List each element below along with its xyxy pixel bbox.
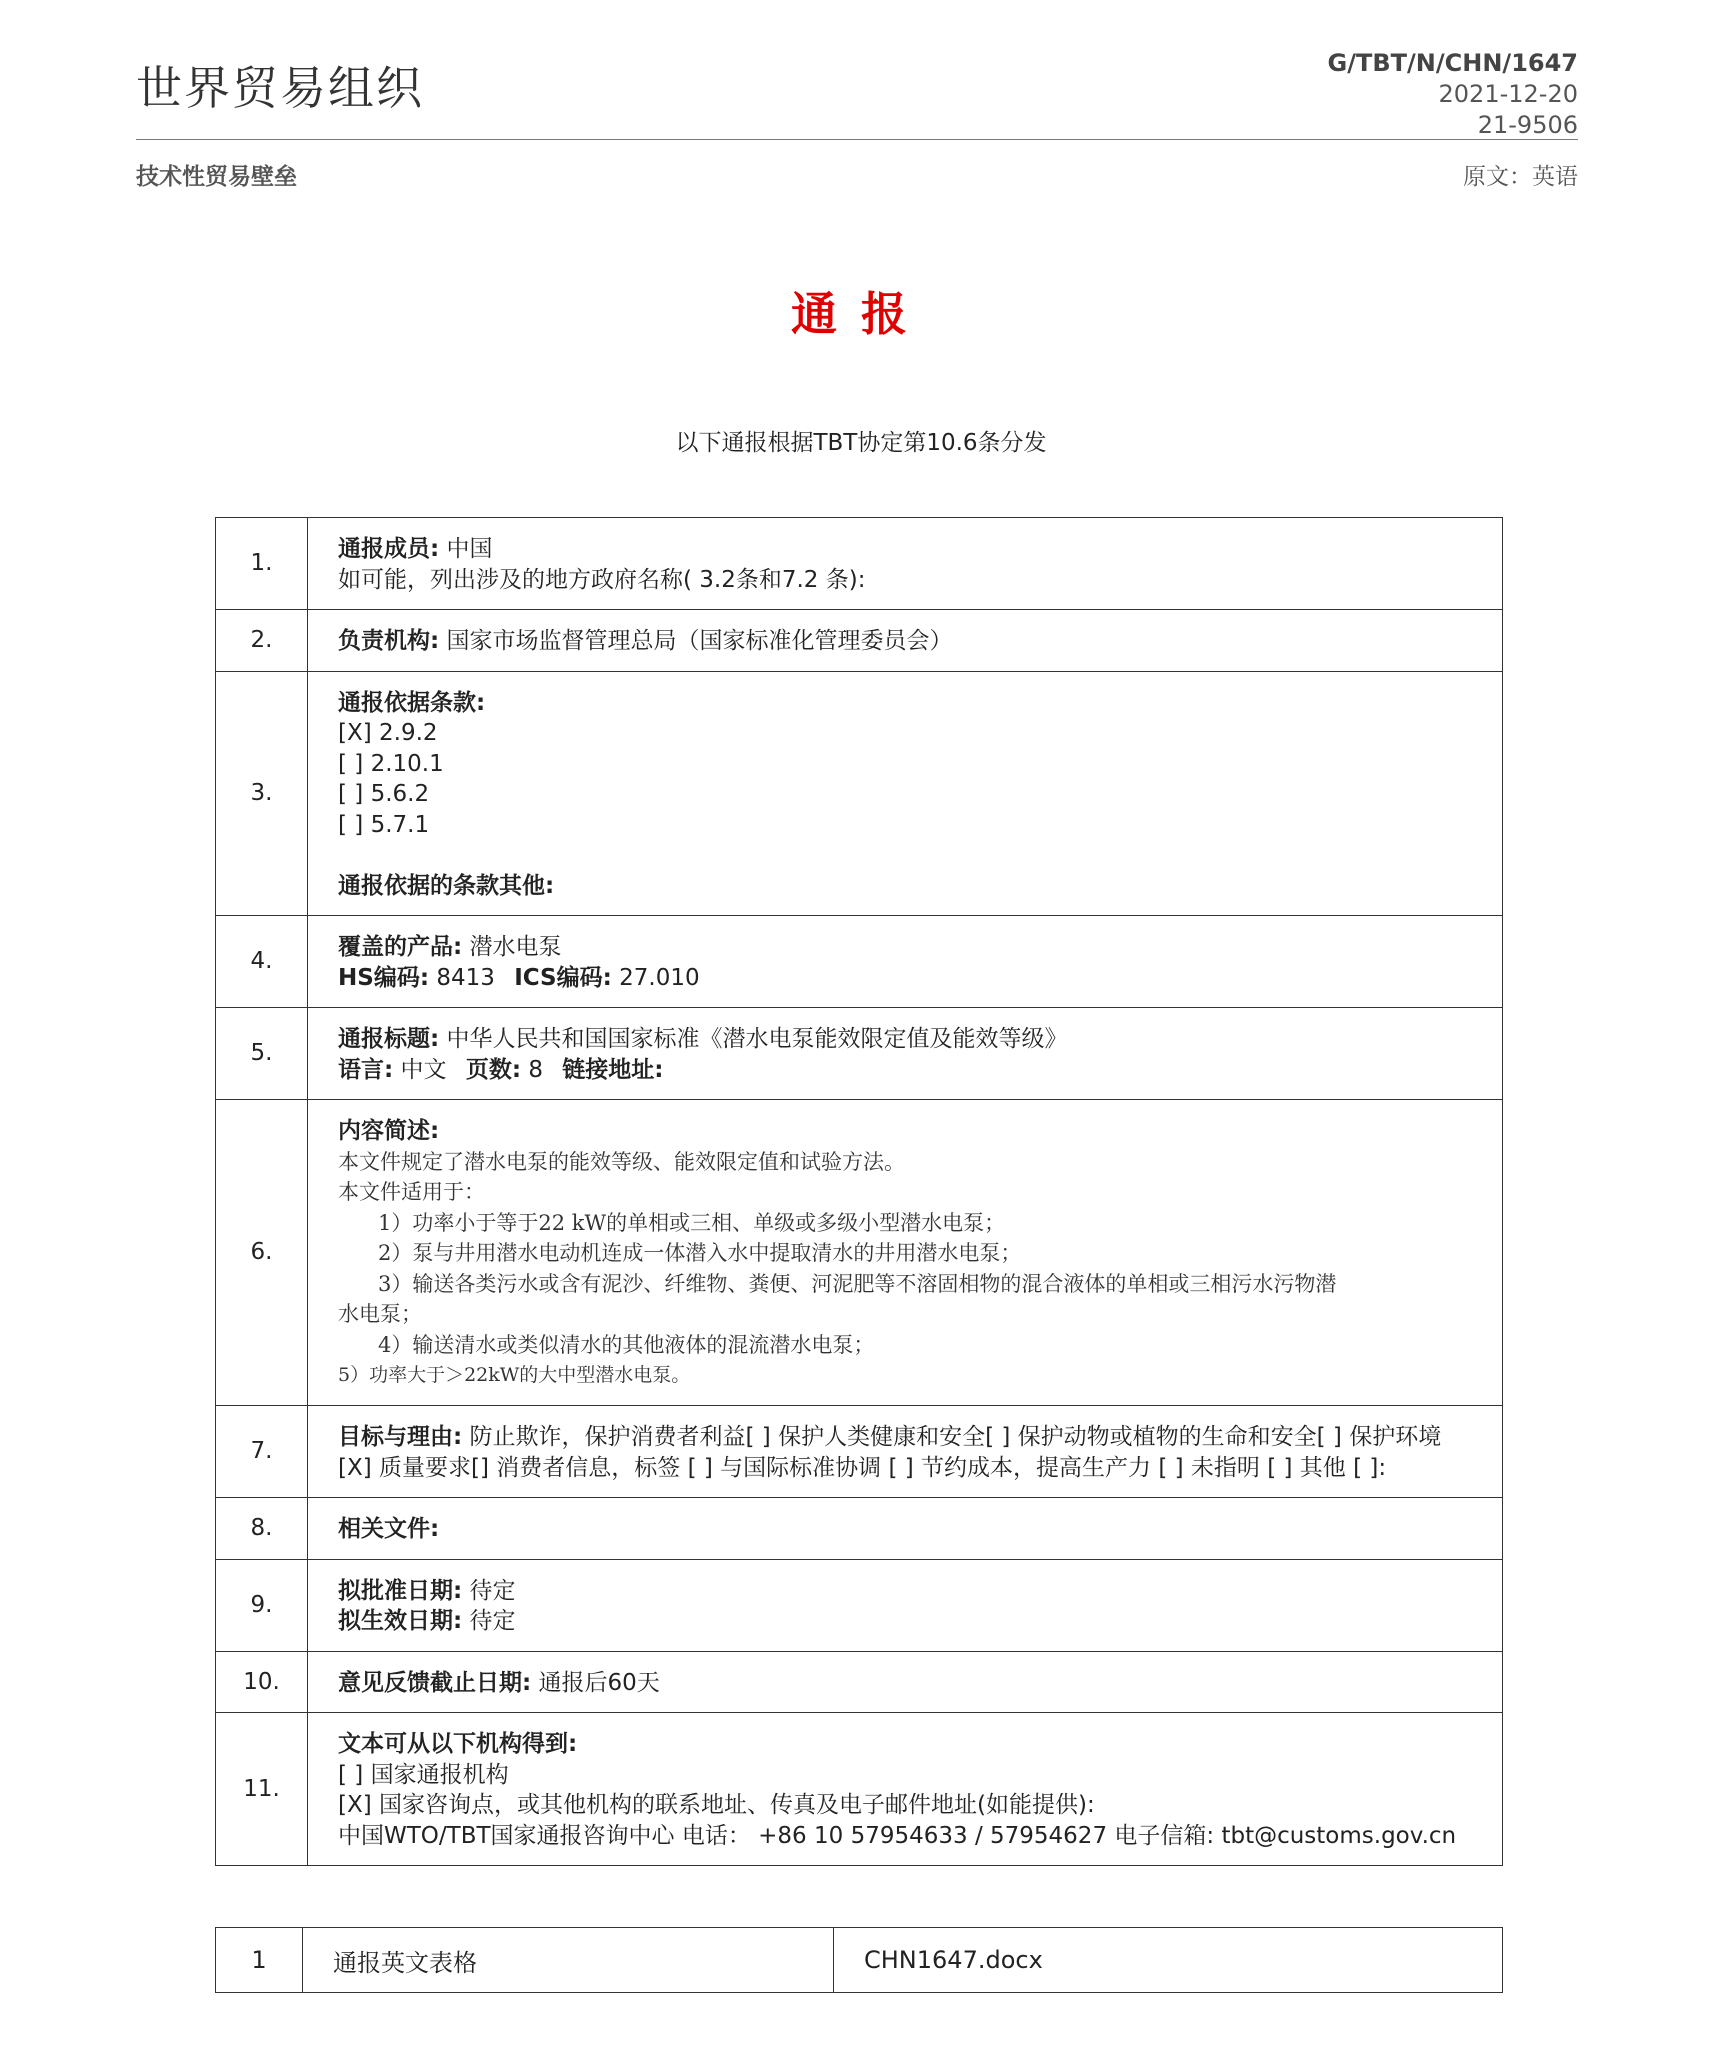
- table-row: [216, 1100, 1503, 1406]
- row-content: [308, 518, 1503, 610]
- agency-label: 负责机构:: [338, 628, 440, 654]
- article-option: [ ] 2.10.1: [338, 750, 444, 777]
- intro-text: 以下通报根据TBT协定第10.6条分发: [675, 430, 1047, 456]
- table-row: [216, 610, 1503, 672]
- description-item-continued: 水电泵；: [338, 1302, 422, 1327]
- row-number: 2.: [216, 610, 308, 672]
- member-label: 通报成员:: [338, 536, 440, 562]
- objective-text: 防止欺诈，保护消费者利益[ ] 保护人类健康和安全[ ] 保护动物或植物的生命和安全[ ] 保护环境: [462, 1424, 1442, 1450]
- relevant-documents-label: 相关文件:: [338, 1516, 440, 1542]
- document-meta: [1328, 48, 1578, 141]
- products-value: 潜水电泵: [462, 934, 562, 960]
- description-text: [338, 1147, 1474, 1391]
- table-row: [216, 1713, 1503, 1866]
- products-label: 覆盖的产品:: [338, 934, 463, 960]
- attachment-file-link[interactable]: CHN1647.docx: [834, 1928, 1503, 1993]
- description-paragraph: 本文件规定了潜水电泵的能效等级、能效限定值和试验方法。: [338, 1149, 905, 1174]
- title-label: 通报标题:: [338, 1026, 440, 1052]
- description-label: 内容简述:: [338, 1118, 440, 1145]
- language-value: 中文: [393, 1056, 447, 1083]
- notification-table: [215, 517, 1503, 1866]
- link-label: 链接地址:: [562, 1056, 664, 1083]
- header-rule: [136, 139, 1578, 140]
- article-label: 通报依据条款:: [338, 689, 486, 716]
- adoption-date-value: 待定: [462, 1577, 516, 1604]
- page-title: 通报: [791, 287, 931, 341]
- row-number: 9.: [216, 1559, 308, 1651]
- row-content: [308, 1406, 1503, 1498]
- article-other-label: 通报依据的条款其他:: [338, 872, 555, 899]
- table-row: [216, 518, 1503, 610]
- ics-label: ICS编码:: [514, 964, 612, 991]
- texts-available-option: [X] 国家咨询点，或其他机构的联系地址、传真及电子邮件地址(如能提供):: [338, 1792, 1095, 1818]
- objective-text-continued: [X] 质量要求[] 消费者信息，标签 [ ] 与国际标准协调 [ ] 节约成本，提高生产力 [ ] 未指明 [ ] 其他 [ ]:: [338, 1454, 1387, 1481]
- hs-value: 8413: [429, 964, 495, 991]
- attachment-table: [215, 1927, 1503, 1993]
- pages-label: 页数:: [465, 1056, 522, 1083]
- table-row: [216, 1651, 1503, 1713]
- local-government-note: 如可能，列出涉及的地方政府名称( 3.2条和7.2 条):: [338, 566, 866, 593]
- row-number: 5.: [216, 1008, 308, 1100]
- description-item: 3）输送各类污水或含有泥沙、纤维物、粪便、河泥肥等不溶固相物的混合液体的单相或三相污水污物潜: [378, 1271, 1337, 1296]
- row-content: [308, 1008, 1503, 1100]
- row-number: 1.: [216, 518, 308, 610]
- row-number: 6.: [216, 1100, 308, 1406]
- document-date: 2021-12-20: [1438, 80, 1578, 108]
- table-row: [216, 1008, 1503, 1100]
- row-number: 7.: [216, 1406, 308, 1498]
- row-content: [308, 1713, 1503, 1866]
- ics-value: 27.010: [611, 964, 700, 991]
- entry-into-force-label: 拟生效日期:: [338, 1608, 463, 1634]
- table-row: [216, 1559, 1503, 1651]
- row-number: 11.: [216, 1713, 308, 1866]
- table-row: [216, 671, 1503, 916]
- description-paragraph: 本文件适用于：: [338, 1180, 485, 1205]
- texts-available-option: [ ] 国家通报机构: [338, 1761, 509, 1788]
- description-item: 2）泵与井用潜水电动机连成一体潜入水中提取清水的井用潜水电泵；: [378, 1241, 1022, 1266]
- member-value: 中国: [439, 536, 493, 562]
- entry-into-force-value: 待定: [462, 1608, 516, 1634]
- row-content: [308, 1100, 1503, 1406]
- committee-name: 技术性贸易壁垒: [136, 164, 297, 190]
- texts-available-label: 文本可从以下机构得到:: [338, 1731, 578, 1757]
- row-content: [308, 610, 1503, 672]
- adoption-date-label: 拟批准日期:: [338, 1577, 463, 1604]
- description-item: 5）功率大于＞22kW的大中型潜水电泵。: [338, 1364, 691, 1387]
- article-option: [ ] 5.7.1: [338, 811, 430, 838]
- organization-name: 世界贸易组织: [136, 61, 424, 115]
- row-content: [308, 916, 1503, 1008]
- comment-deadline-label: 意见反馈截止日期:: [338, 1669, 532, 1696]
- attachment-number: 1: [216, 1928, 303, 1993]
- agency-value: 国家市场监督管理总局（国家标准化管理委员会）: [439, 628, 953, 654]
- article-option: [X] 2.9.2: [338, 720, 438, 746]
- title-value: 中华人民共和国国家标准《潜水电泵能效限定值及能效等级》: [439, 1026, 1068, 1052]
- document-reference: G/TBT/N/CHN/1647: [1327, 49, 1578, 77]
- table-row: [216, 1406, 1503, 1498]
- hs-label: HS编码:: [338, 964, 430, 991]
- attachment-description: 通报英文表格: [303, 1928, 834, 1993]
- pages-value: 8: [521, 1056, 543, 1083]
- document-number: 21-9506: [1477, 111, 1578, 139]
- objective-label: 目标与理由:: [338, 1424, 463, 1450]
- row-content: [308, 671, 1503, 916]
- attachment-row: [216, 1928, 1503, 1993]
- comment-deadline-value: 通报后60天: [531, 1669, 660, 1696]
- description-item: 4）输送清水或类似清水的其他液体的混流潜水电泵；: [378, 1332, 875, 1357]
- contact-info: 中国WTO/TBT国家通报咨询中心 电话： +86 10 57954633 / 57954627 电子信箱: tbt@customs.gov.cn: [338, 1822, 1457, 1849]
- original-language: 原文：英语: [1463, 164, 1578, 190]
- table-row: [216, 1498, 1503, 1560]
- row-number: 4.: [216, 916, 308, 1008]
- row-number: 8.: [216, 1498, 308, 1560]
- row-number: 10.: [216, 1651, 308, 1713]
- row-content: [308, 1559, 1503, 1651]
- article-option: [ ] 5.6.2: [338, 781, 430, 807]
- row-number: 3.: [216, 671, 308, 916]
- language-label: 语言:: [338, 1056, 394, 1083]
- spacer: [338, 840, 1474, 871]
- table-row: [216, 916, 1503, 1008]
- row-content: [308, 1651, 1503, 1713]
- description-item: 1）功率小于等于22 kW的单相或三相、单级或多级小型潜水电泵；: [378, 1210, 1006, 1235]
- row-content: [308, 1498, 1503, 1560]
